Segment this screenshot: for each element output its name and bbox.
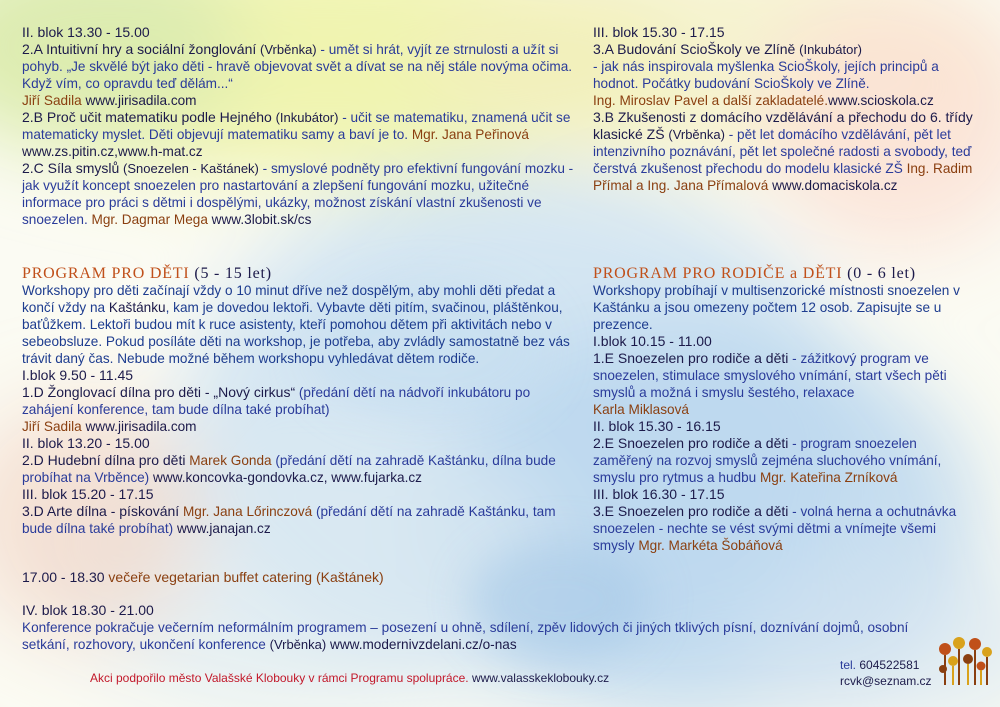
parents-intro: Workshopy probíhají v multisenzorické místnosti snoezelen v Kaštánku a jsou omezeny počtem 12 osob. Zapisujte se u prezence. [593,283,960,332]
item-link[interactable]: www.janajan.cz [176,521,271,536]
parents-block-2-title: II. blok 15.30 - 16.15 [593,418,721,434]
item-tag: (Inkubátor) [799,42,862,57]
phone-line [840,657,932,673]
item-description: - volná herna a ochutnávka snoezelen - nechte se vést svými dětmi a vnímejte všemi smysly [593,504,957,553]
block-iv-text [22,619,922,653]
kids-intro [22,282,582,367]
item-2e [593,435,978,486]
item-3d [22,503,582,537]
left-top-column [22,24,582,228]
block-iv-title: IV. blok 18.30 - 21.00 [22,602,154,618]
item-link[interactable]: www.jirisadila.com [85,419,197,434]
item-tag: (Vrběnka) [260,42,317,57]
kids-program [22,265,582,537]
dinner-line [22,569,384,585]
block-iv [22,602,922,653]
dinner-text: večeře vegetarian buffet catering (Kaštánek) [104,569,384,585]
item-title: 3.E Snoezelen pro rodiče a děti [593,503,789,519]
parents-heading-text: PROGRAM PRO RODIČE a DĚTI [593,265,843,282]
item-title: 1.D Žonglovací dílna pro děti - „Nový cirkus“ [22,384,296,400]
item-title: 3.A Budování ScioŠkoly ve Zlíně [593,41,796,57]
item-2c [22,160,582,228]
item-title: 1.E Snoezelen pro rodiče a děti [593,350,789,366]
parents-block-1-title: I.blok 10.15 - 11.00 [593,333,712,349]
kids-heading-text: PROGRAM PRO DĚTI [22,265,190,282]
right-top-column [593,24,978,194]
item-link[interactable]: www.3lobit.sk/cs [211,212,312,227]
item-link[interactable]: www.jirisadila.com [85,93,197,108]
item-description: - pět let domácího vzdělávání, pět let intenzivního poznávání, pět let společné radosti a svobody, teď čerstvá zkušenost přechodu do modelu klasické ZŠ [593,127,972,176]
item-link[interactable]: www.scioskola.cz [828,93,934,108]
item-title: 2.C Síla smyslů [22,160,120,176]
parents-program [593,265,978,554]
rc-logo-icon [935,635,993,691]
item-description: - umět si hrát, vyjít ze strnulosti a užít si pohyb. „Je skvělé být jako děti - hravě objevovat svět a dívat se na něj stále novýma očima. Když vím, co opravdu teď dělám...“ [22,42,573,91]
item-3a [593,41,978,109]
item-person: Mgr. Markéta Šobáňová [634,538,783,553]
item-person: Jiří Sadila [22,419,82,434]
kids-age: (5 - 15 let) [194,265,272,282]
item-description: - učit se matematiku, znamená učit se matematicky myslet. Děti objevují matematiku samy a baví je to. [22,110,571,142]
item-person: Mgr. Dagmar Mega [91,212,208,227]
item-title: 3.B Zkušenosti z domácího vzdělávání a přechodu do 6. třídy klasické ZŠ [593,109,973,142]
tel-label: tel. [840,658,857,672]
parents-age: (0 - 6 let) [847,265,916,282]
item-person: Jiří Sadila [22,93,82,108]
parents-block-3-title: III. blok 16.30 - 17.15 [593,486,725,502]
kids-block-2-title: II. blok 13.20 - 15.00 [22,435,150,451]
item-person: Ing. Radim Přímal a Ing. Jana Přímalová [593,161,973,193]
contact-block [840,657,932,689]
item-person: Karla Miklasová [593,402,689,417]
item-description: (předání dětí na zahradě Kaštánku, tam bude dílna také probíhat) [22,504,556,536]
phone-number[interactable]: 604522581 [856,658,920,672]
item-2b [22,109,582,160]
item-description: (předání dětí na nádvoří inkubátoru po zahájení konference, tam bude dílna také probíhat) [22,385,531,417]
email[interactable]: rcvk@seznam.cz [840,674,932,688]
footer-sponsor [90,671,609,685]
kids-block-1-title: I.blok 9.50 - 11.45 [22,367,134,383]
item-description: - jak nás inspirovala myšlenka ScioŠkoly, jejích principů a hodnot. Počátky budování ScioŠkoly ve Zlíně. [593,59,939,91]
kids-intro-b: , kam je dovedou lektoři. Vybavte děti pitím, svačinou, pláštěnkou, baťůžkem. Lektoři budou mít k ruce asistenty, kteří pomohou dětem při aktivitách nebo v sebeobsluze. Pokud posíláte děti na workshop, je potřeba, aby zvládly samostatně bez vás trávit daný čas. Nebude možné během workshopu vyhledávat dětem rodiče. [22,300,570,366]
block-iv-description: Konference pokračuje večerním neformálním programem – posezení u ohně, sdílení, zpěv lidových či jiných tklivých písní, doznívání dojmů, osobní setkání, rozhovory, ukončení konference [22,620,909,652]
item-link[interactable]: www.zs.pitin.cz,www.h-mat.cz [22,144,203,159]
item-description: (předání dětí na zahradě Kaštánku, dílna bude probíhat na Vrběnce) [22,453,556,485]
parents-heading [593,265,978,282]
item-title: 2.D Hudební dílna pro děti [22,452,186,468]
kids-intro-place: Kaštánku [108,300,166,315]
item-tag: (Vrběnka) [668,127,725,142]
item-title: 2.B Proč učit matematiku podle Hejného [22,109,272,125]
item-person: Mgr. Jana Lőrinczová [179,504,313,519]
kids-heading [22,265,582,282]
dinner-time: 17.00 - 18.30 [22,569,105,585]
block-iii-title: III. blok 15.30 - 17.15 [593,24,725,40]
block-ii-title: II. blok 13.30 - 15.00 [22,24,150,40]
sponsor-text: Akci podpořilo město Valašské Klobouky v rámci Programu spolupráce. [90,671,469,685]
item-link[interactable]: www.koncovka-gondovka.cz, www.fujarka.cz [153,470,422,485]
kids-block-3-title: III. blok 15.20 - 17.15 [22,486,154,502]
item-2a [22,41,582,109]
item-1e [593,350,978,418]
item-title: 2.A Intuitivní hry a sociální žonglování [22,41,257,57]
item-description: - smyslové podněty pro efektivní fungování mozku - jak využít koncept snoezelen pro nastartování a zlepšení fungování mozku, užitečné informace pro práci s dětmi i dospělými, ukázky, možnost získání vlastní zkušenosti ve snoezelen. [22,161,574,227]
item-person: Mgr. Jana Peřinová [411,127,529,142]
item-person: Ing. Miroslav Pavel a další zakladatelé. [593,93,828,108]
item-3e [593,503,978,554]
block-iv-tag: (Vrběnka) [269,637,327,652]
kids-intro-a: Workshopy pro děti začínají vždy o 10 minut dříve než dospělým, aby mohli děti předat a končí vždy na [22,283,556,315]
item-2d [22,452,582,486]
item-description: - zážitkový program ve snoezelen, stimulace smyslového vnímání, start všech pěti smyslů a možná i smyslu šestého, relaxace [593,351,947,400]
block-iv-link[interactable]: www.modernivzdelani.cz/o-nas [326,637,517,652]
item-title: 3.D Arte dílna - pískování [22,503,180,519]
item-person: Marek Gonda [185,453,272,468]
item-tag: (Snoezelen - Kaštánek) [123,161,259,176]
item-1d [22,384,582,435]
item-link[interactable]: www.domaciskola.cz [772,178,898,193]
item-person: Mgr. Kateřina Zrníková [756,470,898,485]
item-title: 2.E Snoezelen pro rodiče a děti [593,435,789,451]
sponsor-web-link[interactable]: www.valasskeklobouky.cz [468,671,610,685]
item-tag: (Inkubátor) [275,110,339,125]
item-3b [593,109,978,194]
item-description: - program snoezelen zaměřený na rozvoj smyslů zejména sluchového vnímání, smyslu pro rytmus a hudbu [593,436,942,485]
